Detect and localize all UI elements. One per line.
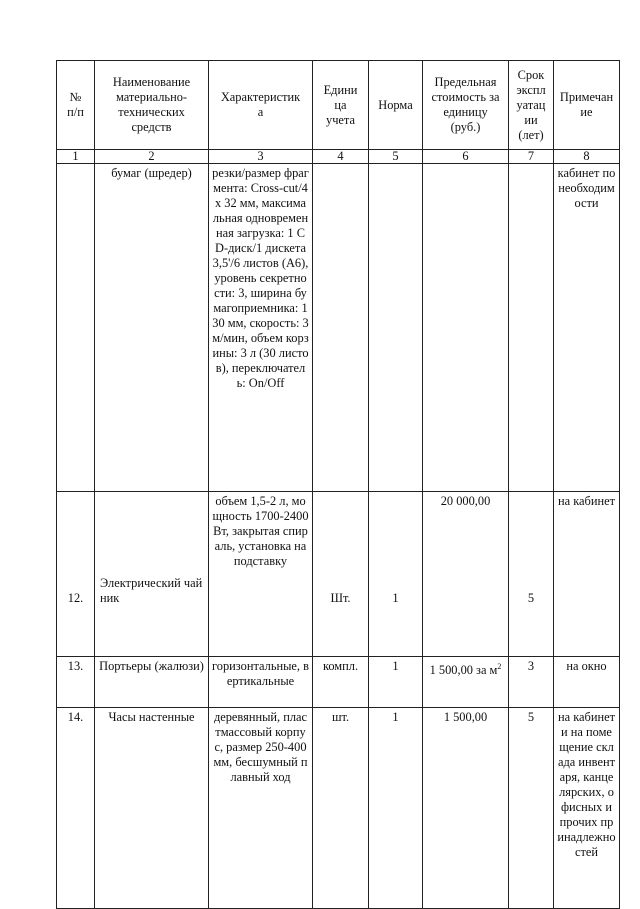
unit-cell [313, 164, 369, 492]
note-cell: кабинет по необходимости [554, 164, 620, 492]
price-cell: 1 500,00 [423, 708, 509, 909]
item-name-cell: бумаг (шредер) [95, 164, 209, 492]
characteristics-cell: резки/размер фрагмента: Cross-cut/4 x 32 мм, максимальная одновременная загрузка: 1 CD-диск/1 дискета 3,5'/6 листов (А6), уровень секретности: 3, ширина бумагоприемника: 130 мм, скорость: 3 м/мин, объем корзины: 3 л (30 листов), переключатель: On/Off [209, 164, 313, 492]
norm-cell [369, 164, 423, 492]
header-characteristics: Характеристик а [209, 61, 313, 150]
column-number: 2 [95, 150, 209, 164]
unit-cell: шт. [313, 708, 369, 909]
table-row [57, 708, 620, 909]
term-cell: 5 [509, 492, 554, 657]
row-number-cell: 12. [57, 492, 95, 657]
norm-cell: 1 [369, 492, 423, 657]
note-cell: на кабинет [554, 492, 620, 657]
column-number: 1 [57, 150, 95, 164]
header-term: Срок экспл уатац ии (лет) [509, 61, 554, 150]
inventory-table [56, 60, 620, 909]
norm-cell: 1 [369, 708, 423, 909]
unit-cell: Шт. [313, 492, 369, 657]
column-number: 6 [423, 150, 509, 164]
column-number: 3 [209, 150, 313, 164]
row-number-cell: 13. [57, 657, 95, 708]
header-number: № п/п [57, 61, 95, 150]
row-number-cell [57, 164, 95, 492]
price-unit-superscript: 2 [497, 662, 502, 671]
note-cell: на окно [554, 657, 620, 708]
table-row [57, 492, 620, 657]
item-name-cell: Электрический чайник [95, 492, 209, 657]
column-number: 4 [313, 150, 369, 164]
row-number-cell: 14. [57, 708, 95, 909]
term-cell: 3 [509, 657, 554, 708]
header-note: Примечан ие [554, 61, 620, 150]
column-number: 5 [369, 150, 423, 164]
characteristics-cell: деревянный, пластмассовый корпус, размер 250-400 мм, бесшумный плавный ход [209, 708, 313, 909]
price-cell: 1 500,00 за $м^2$ [423, 657, 509, 708]
unit-cell: компл. [313, 657, 369, 708]
header-row [57, 61, 620, 150]
price-cell [423, 164, 509, 492]
column-number-row [57, 150, 620, 164]
column-number: 7 [509, 150, 554, 164]
table-row [57, 657, 620, 708]
price-cell: 20 000,00 [423, 492, 509, 657]
header-price: Предельная стоимость за единицу (руб.) [423, 61, 509, 150]
item-name-cell: Портьеры (жалюзи) [95, 657, 209, 708]
item-name-cell: Часы настенные [95, 708, 209, 909]
term-cell: 5 [509, 708, 554, 909]
header-name: Наименование материально- технических средств [95, 61, 209, 150]
term-cell [509, 164, 554, 492]
characteristics-cell: объем 1,5-2 л, мощность 1700-2400 Вт, закрытая спираль, установка на подставку [209, 492, 313, 657]
column-number: 8 [554, 150, 620, 164]
header-norm: Норма [369, 61, 423, 150]
table-row [57, 164, 620, 492]
note-cell: на кабинет и на помещение склада инвентаря, канцелярских, офисных и прочих принадлежностей [554, 708, 620, 909]
characteristics-cell: горизонтальные, вертикальные [209, 657, 313, 708]
norm-cell: 1 [369, 657, 423, 708]
header-unit: Едини ца учета [313, 61, 369, 150]
